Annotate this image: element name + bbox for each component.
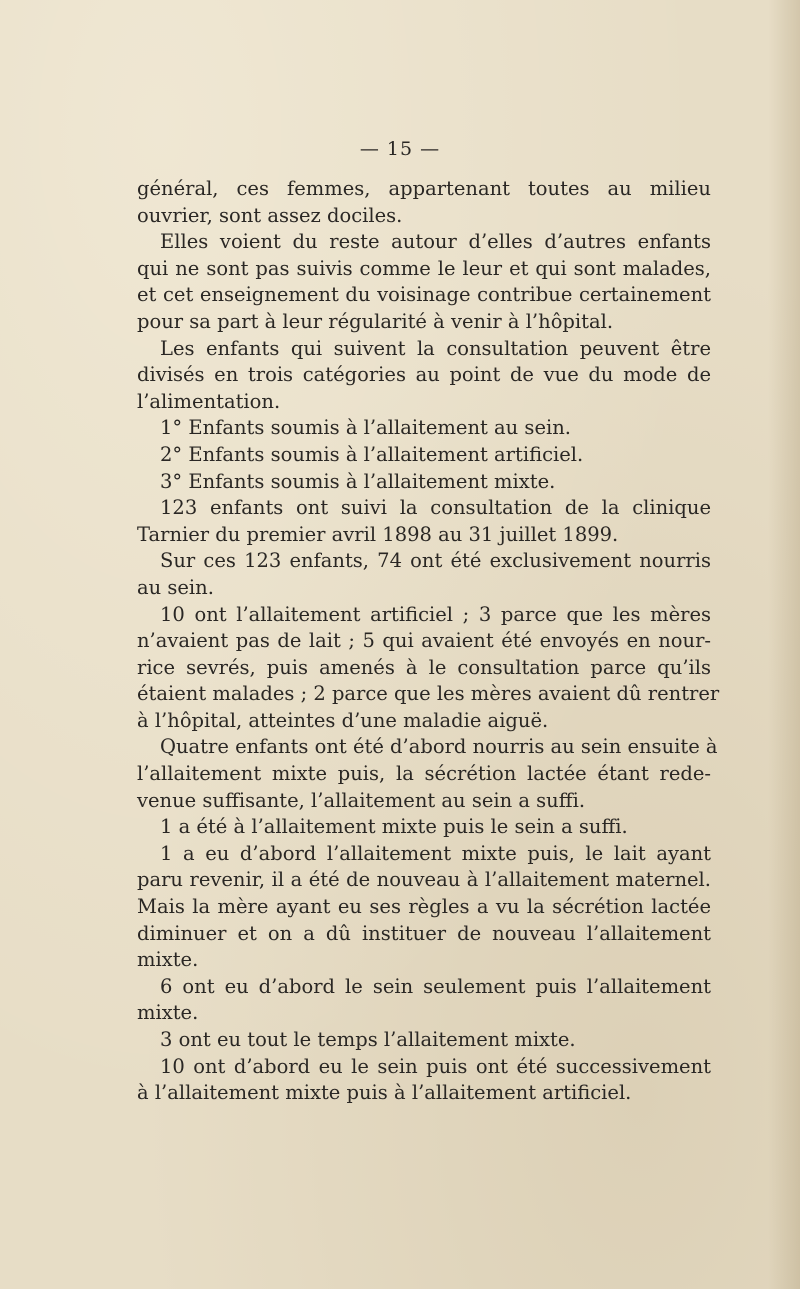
text-line: venue suffisante, l’allaitement au sein a suffi.	[137, 788, 586, 812]
text-line: n’avaient pas de lait ; 5 qui avaient été envoyés en nour-	[137, 629, 711, 653]
text-line: et cet enseignement du voisinage contribue certainement	[137, 283, 711, 307]
text-line: 3 ont eu tout le temps l’allaitement mixte.	[160, 1028, 576, 1051]
text-line: 1 a eu d’abord l’allaitement mixte puis, le lait ayant	[160, 841, 711, 865]
text-line: 123 enfants ont suivi la consultation de la clinique	[160, 496, 711, 520]
text-line: au sein.	[137, 575, 214, 599]
text-line: étaient malades ; 2 parce que les mères avaient dû rentrer	[137, 682, 720, 706]
text-line: Mais la mère ayant eu ses règles a vu la sécrétion lactée	[137, 895, 711, 919]
text-line: Elles voient du reste autour d’elles d’autres enfants	[160, 230, 711, 254]
text-line: général, ces femmes, appartenant toutes au milieu	[137, 177, 711, 200]
text-line: 6 ont eu d’abord le sein seulement puis l’allaitement	[160, 974, 711, 998]
text-line: à l’allaitement mixte puis à l’allaitement artificiel.	[137, 1081, 632, 1105]
text-line: qui ne sont pas suivis comme le leur et qui sont malades,	[137, 256, 711, 280]
text-line: 10 ont l’allaitement artificiel ; 3 parce que les mères	[160, 602, 711, 626]
text-line: l’allaitement mixte puis, la sécrétion lactée étant rede-	[137, 762, 711, 786]
text-line: Quatre enfants ont été d’abord nourris au sein ensuite à	[160, 735, 718, 759]
text-line: 1 a été à l’allaitement mixte puis le sein a suffi.	[160, 815, 628, 839]
text-line: à l’hôpital, atteintes d’une maladie aiguë.	[137, 708, 549, 732]
text-line: rice sevrés, puis amenés à le consultation parce qu’ils	[137, 655, 711, 679]
body-text	[137, 176, 720, 1107]
text-line: ouvrier, sont assez dociles.	[137, 203, 403, 227]
text-line: paru revenir, il a été de nouveau à l’allaitement maternel.	[137, 868, 711, 892]
text-line: 2° Enfants soumis à l’allaitement artificiel.	[160, 442, 584, 466]
text-line: Sur ces 123 enfants, 74 ont été exclusivement nourris	[160, 549, 711, 573]
text-line: 1° Enfants soumis à l’allaitement au sein.	[160, 416, 571, 440]
text-line: Les enfants qui suivent la consultation peuvent être	[160, 336, 711, 360]
text-line: Tarnier du premier avril 1898 au 31 juillet 1899.	[137, 522, 619, 546]
text-line: mixte.	[137, 948, 199, 972]
text-line: 10 ont d’abord eu le sein puis ont été successivement	[160, 1054, 711, 1078]
text-line: diminuer et on a dû instituer de nouveau l’allaitement	[137, 921, 711, 945]
text-line: 3° Enfants soumis à l’allaitement mixte.	[160, 469, 556, 493]
text-line: mixte.	[137, 1001, 199, 1025]
page-number: — 15 —	[359, 138, 441, 160]
text-line: divisés en trois catégories au point de vue du mode de	[137, 363, 711, 387]
text-line: pour sa part à leur régularité à venir à l’hôpital.	[137, 309, 614, 333]
text-line: l’alimentation.	[137, 389, 281, 413]
